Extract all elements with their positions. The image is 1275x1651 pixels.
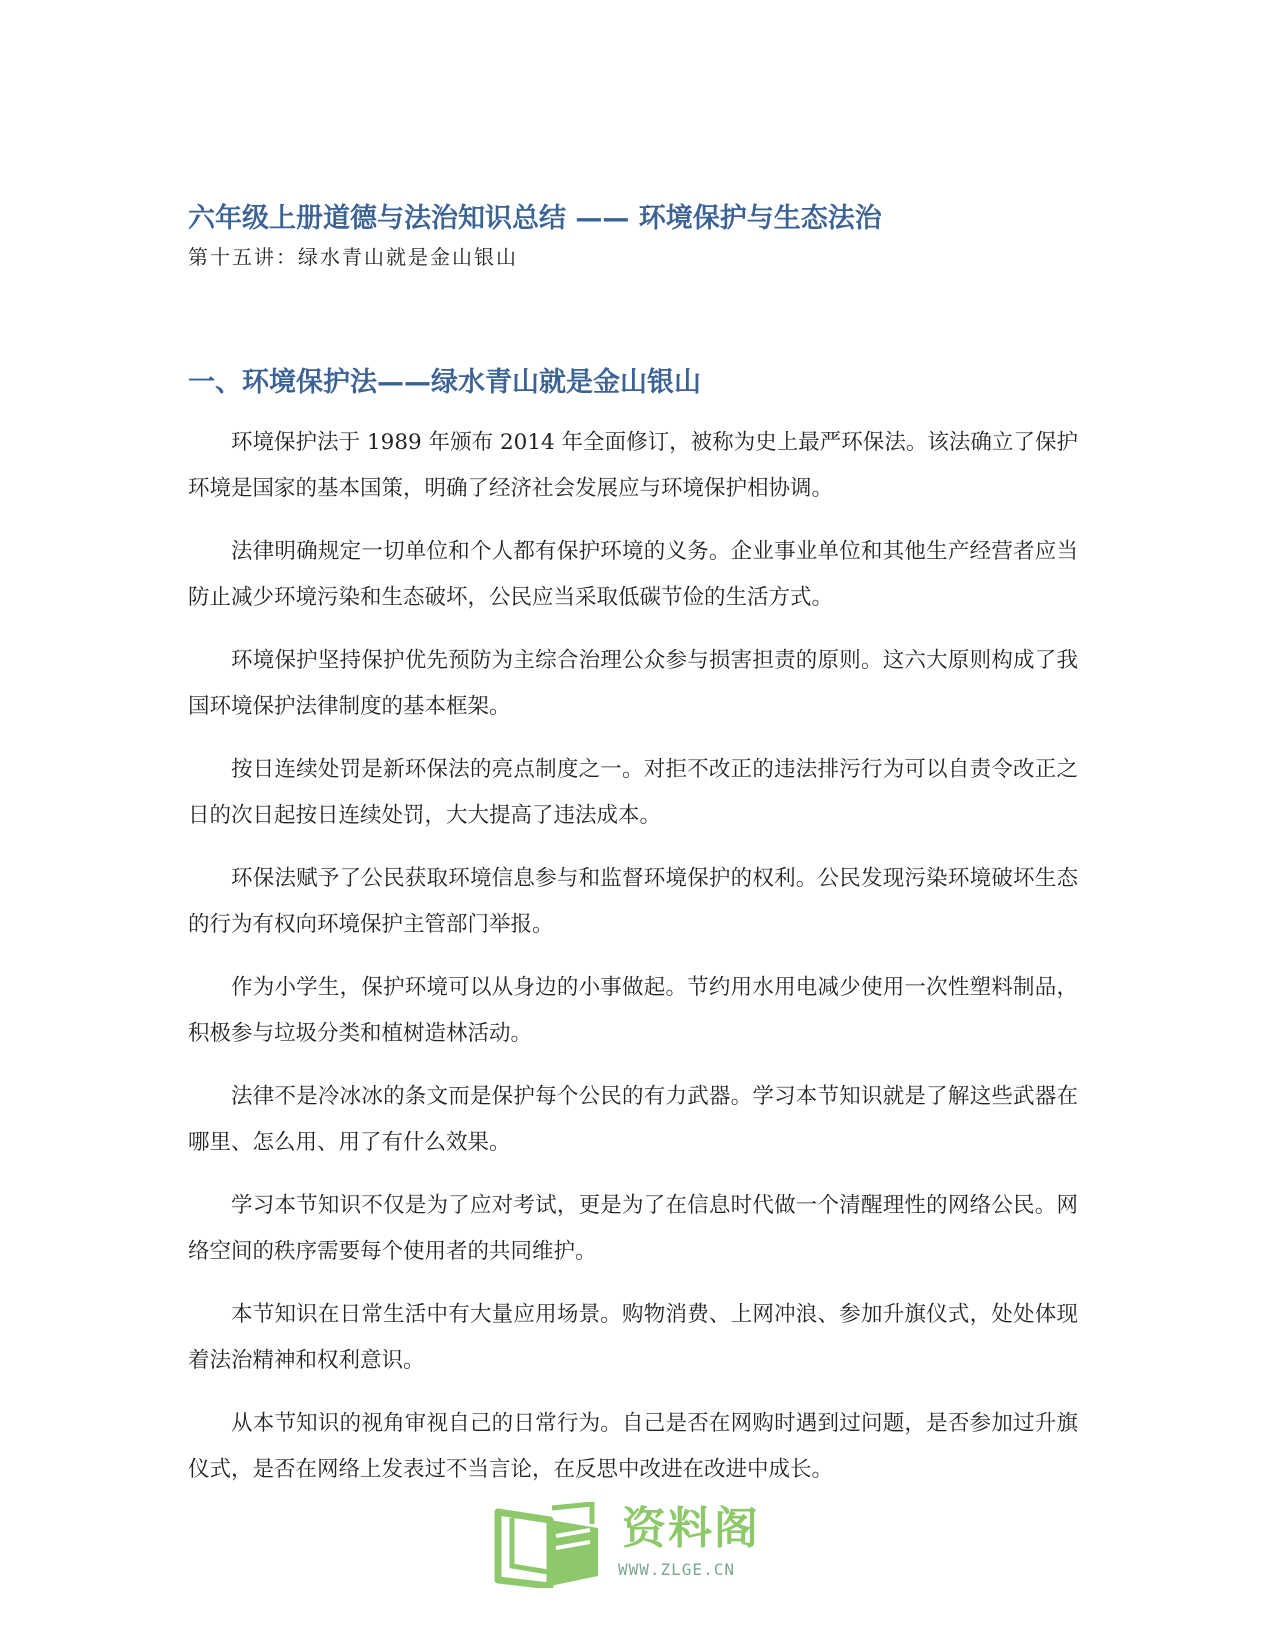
body-paragraph: 法律明确规定一切单位和个人都有保护环境的义务。企业事业单位和其他生产经营者应当防止减少环境污染和生态破坏，公民应当采取低碳节俭的生活方式。 <box>188 539 1078 610</box>
body-paragraph: 环保法赋予了公民获取环境信息参与和监督环境保护的权利。公民发现污染环境破坏生态的行为有权向环境保护主管部门举报。 <box>188 866 1078 937</box>
open-book-icon <box>494 1502 612 1588</box>
body-paragraph: 作为小学生，保护环境可以从身边的小事做起。节约用水用电减少使用一次性塑料制品，积极参与垃圾分类和植树造林活动。 <box>188 975 1078 1046</box>
body-paragraph: 本节知识在日常生活中有大量应用场景。购物消费、上网冲浪、参加升旗仪式，处处体现着法治精神和权利意识。 <box>188 1302 1078 1373</box>
document-title: 六年级上册道德与法治知识总结 —— 环境保护与生态法治 <box>188 203 882 234</box>
section-heading: 一、环境保护法——绿水青山就是金山银山 <box>188 367 701 398</box>
body-paragraph: 学习本节知识不仅是为了应对考试，更是为了在信息时代做一个清醒理性的网络公民。网络空间的秩序需要每个使用者的共同维护。 <box>188 1193 1078 1264</box>
body-paragraph: 环境保护法于 1989 年颁布 2014 年全面修订，被称为史上最严环保法。该法确立了保护环境是国家的基本国策，明确了经济社会发展应与环境保护相协调。 <box>188 430 1078 501</box>
body-paragraph: 按日连续处罚是新环保法的亮点制度之一。对拒不改正的违法排污行为可以自责令改正之日的次日起按日连续处罚，大大提高了违法成本。 <box>188 757 1078 828</box>
body-paragraph: 法律不是冷冰冰的条文而是保护每个公民的有力武器。学习本节知识就是了解这些武器在哪里、怎么用、用了有什么效果。 <box>188 1084 1078 1155</box>
watermark-url: WWW.ZLGE.CN <box>618 1560 735 1579</box>
document-body <box>188 196 1078 1510</box>
watermark <box>494 1502 784 1592</box>
body-paragraph: 环境保护坚持保护优先预防为主综合治理公众参与损害担责的原则。这六大原则构成了我国环境保护法律制度的基本框架。 <box>188 648 1078 719</box>
body-paragraph: 从本节知识的视角审视自己的日常行为。自己是否在网购时遇到过问题，是否参加过升旗仪式，是否在网络上发表过不当言论，在反思中改进在改进中成长。 <box>188 1411 1078 1482</box>
document-subtitle: 第十五讲：绿水青山就是金山银山 <box>188 245 518 269</box>
watermark-name: 资料阁 <box>622 1503 760 1554</box>
